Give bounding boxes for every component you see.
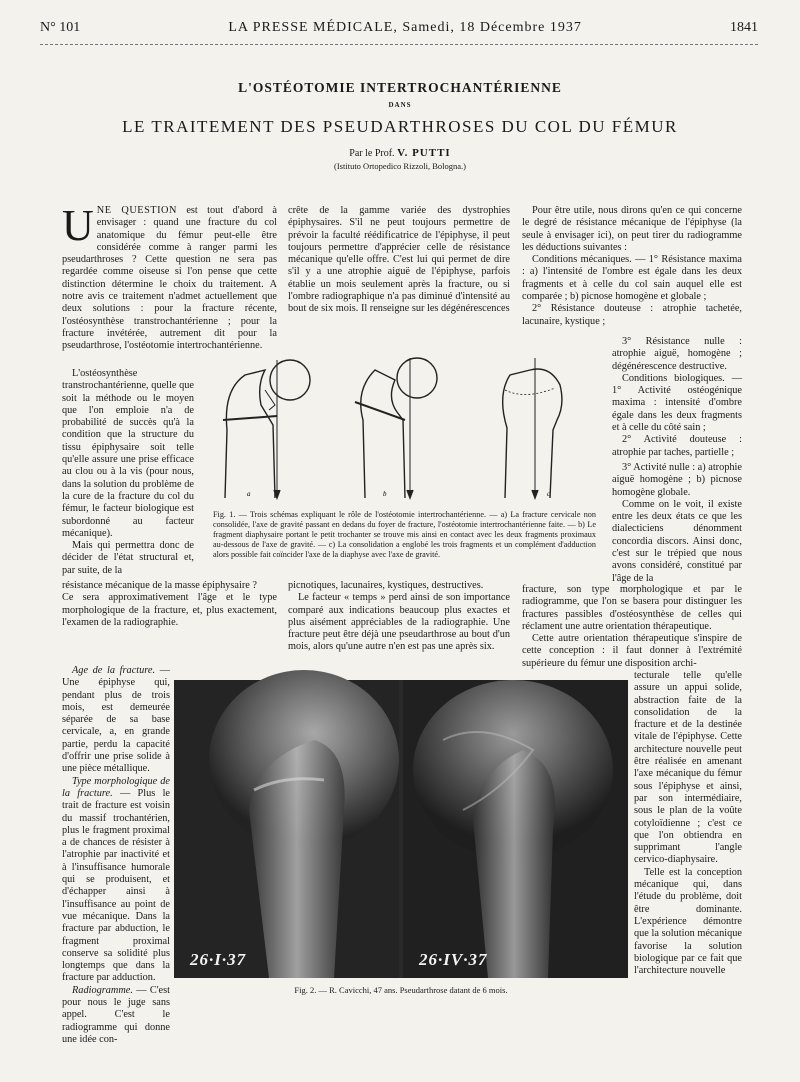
byline-prefix: Par le Prof. [349, 148, 395, 159]
article-title-line1: L'OSTÉOTOMIE INTERTROCHANTÉRIENNE [238, 80, 562, 95]
femur-outline-a [225, 370, 275, 498]
col1-bottom [62, 665, 171, 1045]
subheading: Radiogramme. [72, 984, 133, 996]
journal-title: LA PRESSE MÉDICALE, Samedi, 18 Décembre 1937 [228, 20, 582, 35]
xray-left [174, 680, 399, 978]
lead-small-caps: NE QUESTION [96, 205, 177, 216]
wide-span-text [62, 580, 277, 665]
col3-top [522, 205, 742, 335]
paragraph: L'ostéosynthèse transtrochantérienne, quelle que soit la méthode ou le moyen que l'on emploie n'a de probabilité de succès qu'à la condition que la structure du tissu épiphysaire soit telle qu'elle assure une prise efficace au clou ou à la vis (pour nous, dans la solution du problème de la cure de la fracture du col du fémur, le facteur biologique est subordonné au facteur mécanique). [62, 368, 194, 539]
paragraph: Cette autre orientation thérapeutique s'inspire de cette conception : il faut donner à l'extrémité supérieure du fémur une disposition archi- [522, 633, 742, 669]
xray-date-left: 26·I·37 [190, 950, 247, 969]
article-title-dans: DANS [388, 101, 412, 109]
paragraph [62, 985, 170, 1046]
paragraph-text: — Plus le trait de fracture est voisin du massif trochantérien, plus le fragment proximal a de chances de résister à l'atrophie par inactivité et à l'insuffisance humorale qui se produisent, et d'échapper ainsi à l'insuffisance au point de vue mécanique. Dans la fracture par abduction, le fragment proximal conserve sa solidité plus longtemps que dans la fracture par adduction. [62, 787, 170, 984]
col3-wider [612, 462, 742, 584]
xray-left-image [174, 680, 399, 978]
xray-right [403, 680, 628, 978]
paragraph [62, 776, 170, 985]
paragraph: 2° Activité douteuse : atrophie par taches, partielle ; [612, 434, 742, 458]
paragraph-text: — C'est pour nous le juge sans appel. C'est le radiogramme qui donne une idée con- [62, 984, 170, 1045]
affiliation: (Istituto Ortopedico Rizzoli, Bologna.) [334, 161, 466, 171]
col1-intro [62, 201, 278, 355]
author-name: V. PUTTI [397, 147, 451, 159]
paragraph: Conditions biologiques. — 1° Activité ostéogénique maxima : intensité d'ombre égale dans les deux fragments et à celle du côté sain ; [612, 372, 742, 434]
subheading: Type morphologique de la fracture. [62, 775, 170, 799]
figure-2-radiographs [174, 680, 628, 978]
femoral-head-a [270, 360, 310, 400]
header-rule [40, 44, 758, 45]
col2-top [288, 205, 510, 329]
paragraph [62, 665, 170, 776]
issue-number: N° 101 [40, 20, 81, 35]
byline [0, 147, 800, 159]
paragraph: Telle est la conception mécanique qui, dans l'étude du problème, doit être dominante. L'expérience démontre que la solution mécanique favorise la solution biologique par ce fait que l'architecture nouvelle [634, 866, 742, 977]
intro-paragraph: est tout d'abord à envisager : quand une fracture du col anatomique du fémur peut-elle être considérée comme à ranger parmi les pseudarthroses ? Cette question ne sera pas regardée comme oiseuse si l'on pense que cette distinction détermine le choix du traitement. A notre avis ce traitement n'admet actuellement que deux solutions : pour la fracture récente, l'ostéosynthèse transtrochantérienne ; pour la fracture invétérée, autrement dit pour la pseudarthrose, l'ostéotomie intertrochantérienne. [62, 205, 278, 352]
paragraph: crête de la gamme variée des dystrophies épiphysaires. S'il ne peut toujours permettre de prévoir la faculté réédificatrice de l'épiphyse, il peut toujours permettre d'apprécier celle de résistance mécanique qu'elle offre. C'est lui qui permet de dire s'il y a une atrophie aiguë de l'épiphyse, parfois établie un mois seulement après la fracture, ou si l'ombre radiographique n'a pas diminué d'intensité au bout de six mois. Il renseigne sur les dégénérescences [288, 205, 510, 315]
femur-outline-b [361, 370, 405, 498]
paragraph: Comme on le voit, il existe entre les deux états ce que les dialecticiens dénomment concordia discors. Ainsi donc, c'est sur le trépied que nous avons considéré, constitué par l'âge de la [612, 498, 742, 584]
page-number: 1841 [730, 20, 758, 35]
article-title-line2: LE TRAITEMENT DES PSEUDARTHROSES DU COL DU FÉMUR [122, 117, 678, 136]
running-head [40, 20, 758, 42]
paragraph: Mais qui permettra donc de décider de l'état structural et, par suite, de la [62, 540, 194, 576]
paragraph: Pour être utile, nous dirons qu'en ce qui concerne le degré de résistance mécanique de l'épiphyse (la seule à envisager ici), on peut tirer du radiogramme les déductions suivantes : [522, 205, 742, 253]
col2-mid [288, 580, 510, 670]
paragraph: picnotiques, lacunaires, kystiques, destructives. [288, 580, 484, 591]
paragraph: Le facteur « temps » perd ainsi de son importance comparé aux indications beaucoup plus exactes et plus aisément appréciables de la radiographie. Une fracture peut être déjà une pseudarthrose au bout d'un mois, alors qu'une autre n'en est pas une après six. [288, 592, 510, 653]
paragraph: tecturale telle qu'elle assure un appui solide, abstraction faite de la consolidation de la fracture et de la destinée vitale de l'épiphyse. Cette architecture nouvelle peut être réalisée en amenant l'axe mécanique du fémur sous l'épiphyse et ainsi, par son intermédiaire, sous le plan de la voûte cotyloïdienne ; c'est ce que l'on obtiendra en supprimant l'angle cervico-diaphysaire. [634, 670, 742, 866]
paragraph: fracture, son type morphologique et par le radiogramme, que l'on se basera pour distinguer les fractures passibles d'ostéosynthèse de celles qui réclament une autre orientation thérapeutique. [522, 584, 742, 632]
paragraph-text: — Une épiphyse qui, pendant plus de trois mois, est demeurée séparée de sa base cervicale, a, en grande partie, perdu la capacité d'offrir une prise solide à une pièce métallique. [62, 665, 171, 775]
figure-1-label-c: c [547, 490, 551, 498]
figure-1-label-a: a [247, 490, 251, 498]
col3-wide-span [522, 584, 742, 670]
figure-1-caption: Fig. 1. — Trois schémas expliquant le rôle de l'ostéotomie intertrochantérienne. — a) La fracture cervicale non consolidée, l'axe de gravité passant en dedans du foyer de fracture, l'ostéotomie intertrochantérienne faite. — b) Le fragment diaphysaire portant le petit trochanter se trouve mis ainsi en contact avec les deux fragments proximaux au-dessous de l'axe de gravité. — c) La consolidation a englobé les trois fragments et un complément d'adduction alors possible fait coïncider l'axe de la diaphyse avec l'axe de gravité. [213, 510, 596, 559]
subheading: Age de la fracture. [72, 665, 156, 676]
paragraph: résistance mécanique de la masse épiphysaire ? [62, 580, 257, 591]
femoral-head-b [397, 358, 437, 398]
paragraph: 3° Résistance nulle : atrophie aiguë, homogène ; dégénérescence destructive. [612, 336, 742, 372]
paragraph: 3° Activité nulle : a) atrophie aiguë homogène ; b) picnose homogène globale. [612, 462, 742, 498]
col3-bottom [634, 670, 742, 1015]
figure-1-schematics [205, 350, 595, 498]
figure-2-caption: Fig. 2. — R. Cavicchi, 47 ans. Pseudarthrose datant de 6 mois. [294, 985, 508, 995]
paragraph: 2° Résistance douteuse : atrophie tachetée, lacunaire, kystique ; [522, 303, 742, 327]
drop-cap: U [62, 201, 94, 250]
paragraph: Ce sera approximativement l'âge et le type morphologique de la fracture, et, plus exactement, l'examen de la radiographie. [62, 592, 277, 628]
col3-narrow [612, 336, 742, 461]
col1-narrow [62, 368, 194, 578]
paragraph: Conditions mécaniques. — 1° Résistance maxima : a) l'intensité de l'ombre est égale dans les deux fragments et à celle du col sain auquel elle est comparée ; b) picnose homogène et globale ; [522, 254, 742, 303]
figure-1-label-b: b [383, 490, 387, 498]
xray-date-right: 26·IV·37 [419, 950, 488, 969]
xray-right-image [403, 680, 628, 978]
